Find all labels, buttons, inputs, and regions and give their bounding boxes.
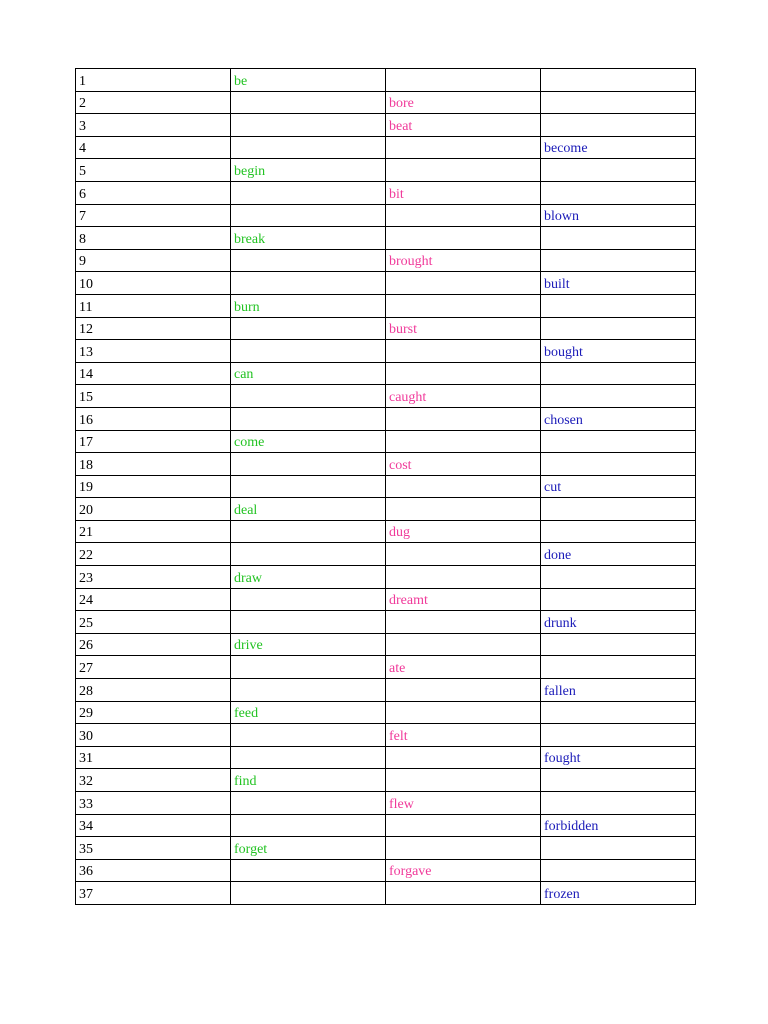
row-number: 8 — [79, 231, 86, 247]
base-form-cell — [231, 136, 386, 159]
row-number: 32 — [79, 774, 93, 789]
table-row — [76, 701, 696, 724]
past-simple-cell — [386, 882, 541, 905]
row-number-cell — [76, 317, 231, 340]
past-simple-cell — [386, 430, 541, 453]
row-number: 36 — [79, 864, 93, 880]
base-form-cell — [231, 882, 386, 905]
row-number-cell — [76, 882, 231, 905]
row-number-cell — [76, 679, 231, 702]
base-form-cell — [231, 543, 386, 566]
past-participle: become — [544, 141, 588, 157]
table-row — [76, 69, 696, 92]
past-simple-cell — [386, 859, 541, 882]
table-row — [76, 317, 696, 340]
table-row — [76, 249, 696, 272]
past-participle-cell — [541, 453, 696, 476]
row-number-cell — [76, 769, 231, 792]
row-number-cell — [76, 633, 231, 656]
row-number: 28 — [79, 683, 93, 699]
table-body — [76, 69, 696, 905]
past-simple-cell — [386, 679, 541, 702]
past-simple: bit — [389, 186, 404, 202]
row-number-cell — [76, 611, 231, 634]
row-number-cell — [76, 272, 231, 295]
past-simple-cell — [386, 611, 541, 634]
base-form-cell — [231, 498, 386, 521]
past-simple: bore — [389, 96, 414, 112]
past-simple: cost — [389, 457, 412, 473]
table-row — [76, 837, 696, 860]
past-participle-cell — [541, 475, 696, 498]
past-participle-cell — [541, 611, 696, 634]
row-number-cell — [76, 430, 231, 453]
past-simple-cell — [386, 227, 541, 250]
row-number-cell — [76, 159, 231, 182]
row-number: 13 — [79, 344, 93, 360]
past-simple-cell — [386, 114, 541, 137]
past-participle-cell — [541, 792, 696, 815]
row-number-cell — [76, 385, 231, 408]
past-participle-cell — [541, 340, 696, 363]
base-form-cell — [231, 814, 386, 837]
row-number-cell — [76, 136, 231, 159]
row-number: 19 — [79, 480, 93, 496]
past-participle-cell — [541, 679, 696, 702]
row-number: 10 — [79, 276, 93, 292]
row-number: 35 — [79, 841, 93, 857]
row-number-cell — [76, 520, 231, 543]
past-participle-cell — [541, 746, 696, 769]
table-row — [76, 204, 696, 227]
past-simple-cell — [386, 792, 541, 815]
table-row — [76, 679, 696, 702]
base-form-cell — [231, 272, 386, 295]
base-form-cell — [231, 430, 386, 453]
past-simple-cell — [386, 746, 541, 769]
past-simple-cell — [386, 701, 541, 724]
past-simple: flew — [389, 796, 414, 812]
table-row — [76, 814, 696, 837]
past-participle-cell — [541, 430, 696, 453]
table-row — [76, 475, 696, 498]
past-simple: felt — [389, 728, 408, 744]
table-row — [76, 498, 696, 521]
past-simple: burst — [389, 322, 417, 338]
past-participle-cell — [541, 114, 696, 137]
row-number-cell — [76, 498, 231, 521]
past-participle-cell — [541, 814, 696, 837]
table-row — [76, 633, 696, 656]
past-simple: beat — [389, 118, 413, 134]
past-participle-cell — [541, 520, 696, 543]
row-number: 18 — [79, 457, 93, 473]
row-number: 29 — [79, 706, 93, 722]
base-form: draw — [234, 570, 262, 586]
table-row — [76, 746, 696, 769]
base-form-cell — [231, 159, 386, 182]
base-form: burn — [234, 299, 260, 315]
base-form: forget — [234, 841, 268, 857]
table-row — [76, 611, 696, 634]
past-participle-cell — [541, 701, 696, 724]
row-number: 20 — [79, 502, 93, 518]
row-number: 26 — [79, 638, 93, 654]
row-number-cell — [76, 588, 231, 611]
past-participle-cell — [541, 724, 696, 747]
past-participle: bought — [544, 344, 583, 360]
past-participle-cell — [541, 859, 696, 882]
past-simple: ate — [389, 661, 406, 677]
base-form: come — [234, 435, 265, 451]
row-number-cell — [76, 746, 231, 769]
base-form: feed — [234, 706, 259, 722]
base-form-cell — [231, 114, 386, 137]
base-form-cell — [231, 566, 386, 589]
past-simple-cell — [386, 204, 541, 227]
past-participle: blown — [544, 209, 579, 225]
past-simple-cell — [386, 520, 541, 543]
past-simple-cell — [386, 724, 541, 747]
past-participle: forbidden — [544, 819, 599, 835]
base-form-cell — [231, 91, 386, 114]
row-number: 24 — [79, 593, 93, 609]
base-form-cell — [231, 588, 386, 611]
table-row — [76, 294, 696, 317]
past-simple-cell — [386, 317, 541, 340]
table-row — [76, 136, 696, 159]
past-simple-cell — [386, 181, 541, 204]
past-simple: brought — [389, 254, 433, 270]
row-number-cell — [76, 362, 231, 385]
past-simple-cell — [386, 588, 541, 611]
past-participle-cell — [541, 159, 696, 182]
past-simple-cell — [386, 633, 541, 656]
base-form: drive — [234, 638, 263, 654]
row-number: 3 — [79, 118, 86, 134]
base-form: break — [234, 231, 266, 247]
base-form-cell — [231, 769, 386, 792]
past-participle-cell — [541, 882, 696, 905]
row-number-cell — [76, 724, 231, 747]
past-participle: cut — [544, 480, 562, 496]
row-number-cell — [76, 227, 231, 250]
past-simple-cell — [386, 385, 541, 408]
base-form-cell — [231, 746, 386, 769]
table-row — [76, 181, 696, 204]
past-simple-cell — [386, 769, 541, 792]
base-form: begin — [234, 163, 266, 179]
past-simple: forgave — [389, 864, 432, 880]
past-participle-cell — [541, 407, 696, 430]
base-form-cell — [231, 679, 386, 702]
table-row — [76, 430, 696, 453]
base-form-cell — [231, 656, 386, 679]
base-form-cell — [231, 792, 386, 815]
past-participle: done — [544, 548, 572, 564]
base-form-cell — [231, 317, 386, 340]
table-row — [76, 543, 696, 566]
past-participle-cell — [541, 181, 696, 204]
row-number-cell — [76, 543, 231, 566]
past-simple-cell — [386, 159, 541, 182]
row-number-cell — [76, 249, 231, 272]
base-form: find — [234, 774, 257, 789]
table-row — [76, 882, 696, 905]
past-participle: built — [544, 276, 570, 292]
past-simple-cell — [386, 498, 541, 521]
past-participle-cell — [541, 227, 696, 250]
past-participle-cell — [541, 769, 696, 792]
past-participle-cell — [541, 91, 696, 114]
row-number: 7 — [79, 209, 86, 225]
row-number-cell — [76, 656, 231, 679]
table-row — [76, 114, 696, 137]
row-number: 27 — [79, 661, 93, 677]
table-row — [76, 724, 696, 747]
row-number: 15 — [79, 389, 93, 405]
row-number: 5 — [79, 163, 86, 179]
table-row — [76, 340, 696, 363]
past-participle: drunk — [544, 615, 577, 631]
table-row — [76, 566, 696, 589]
past-simple-cell — [386, 249, 541, 272]
row-number-cell — [76, 859, 231, 882]
past-participle-cell — [541, 272, 696, 295]
table-row — [76, 272, 696, 295]
row-number: 14 — [79, 367, 93, 383]
base-form-cell — [231, 407, 386, 430]
row-number: 11 — [79, 299, 93, 315]
past-participle-cell — [541, 656, 696, 679]
past-simple: caught — [389, 389, 427, 405]
base-form-cell — [231, 181, 386, 204]
table-row — [76, 407, 696, 430]
table-row — [76, 520, 696, 543]
table-row — [76, 588, 696, 611]
past-simple-cell — [386, 91, 541, 114]
table-row — [76, 859, 696, 882]
base-form-cell — [231, 453, 386, 476]
table-row — [76, 453, 696, 476]
past-simple-cell — [386, 566, 541, 589]
past-simple-cell — [386, 294, 541, 317]
table-row — [76, 362, 696, 385]
row-number: 1 — [79, 73, 86, 89]
base-form-cell — [231, 249, 386, 272]
base-form-cell — [231, 475, 386, 498]
row-number-cell — [76, 701, 231, 724]
past-simple-cell — [386, 453, 541, 476]
past-simple-cell — [386, 814, 541, 837]
past-simple: dug — [389, 525, 410, 541]
row-number-cell — [76, 475, 231, 498]
row-number: 17 — [79, 435, 93, 451]
base-form-cell — [231, 204, 386, 227]
row-number: 22 — [79, 548, 93, 564]
table-row — [76, 769, 696, 792]
row-number-cell — [76, 837, 231, 860]
past-simple-cell — [386, 362, 541, 385]
row-number-cell — [76, 114, 231, 137]
row-number-cell — [76, 69, 231, 92]
row-number: 37 — [79, 886, 93, 902]
base-form: be — [234, 73, 248, 89]
base-form-cell — [231, 520, 386, 543]
past-simple-cell — [386, 407, 541, 430]
row-number-cell — [76, 91, 231, 114]
base-form-cell — [231, 633, 386, 656]
base-form-cell — [231, 701, 386, 724]
past-participle-cell — [541, 362, 696, 385]
past-simple-cell — [386, 136, 541, 159]
past-participle-cell — [541, 204, 696, 227]
row-number-cell — [76, 181, 231, 204]
row-number-cell — [76, 294, 231, 317]
base-form-cell — [231, 611, 386, 634]
past-participle-cell — [541, 385, 696, 408]
past-participle-cell — [541, 543, 696, 566]
row-number: 12 — [79, 322, 93, 338]
past-simple: dreamt — [389, 593, 428, 609]
row-number: 31 — [79, 751, 93, 767]
row-number-cell — [76, 407, 231, 430]
base-form-cell — [231, 837, 386, 860]
row-number: 23 — [79, 570, 93, 586]
row-number-cell — [76, 453, 231, 476]
table-row — [76, 792, 696, 815]
past-simple-cell — [386, 69, 541, 92]
row-number: 9 — [79, 254, 86, 270]
row-number: 25 — [79, 615, 93, 631]
base-form: deal — [234, 502, 258, 518]
base-form-cell — [231, 69, 386, 92]
base-form-cell — [231, 362, 386, 385]
past-participle-cell — [541, 69, 696, 92]
row-number-cell — [76, 204, 231, 227]
past-participle-cell — [541, 294, 696, 317]
past-participle-cell — [541, 249, 696, 272]
past-participle: chosen — [544, 412, 583, 428]
base-form-cell — [231, 294, 386, 317]
table-row — [76, 656, 696, 679]
base-form-cell — [231, 340, 386, 363]
table-row — [76, 227, 696, 250]
base-form-cell — [231, 227, 386, 250]
row-number-cell — [76, 340, 231, 363]
past-participle: fallen — [544, 683, 576, 699]
irregular-verbs-table — [75, 68, 696, 905]
past-simple-cell — [386, 543, 541, 566]
past-participle-cell — [541, 837, 696, 860]
table-row — [76, 91, 696, 114]
base-form: can — [234, 367, 254, 383]
past-simple-cell — [386, 475, 541, 498]
table-row — [76, 159, 696, 182]
row-number-cell — [76, 814, 231, 837]
table-row — [76, 385, 696, 408]
past-participle-cell — [541, 498, 696, 521]
past-participle: fought — [544, 751, 581, 767]
past-participle-cell — [541, 588, 696, 611]
base-form-cell — [231, 724, 386, 747]
base-form-cell — [231, 859, 386, 882]
row-number: 2 — [79, 96, 86, 112]
row-number: 16 — [79, 412, 93, 428]
past-participle-cell — [541, 633, 696, 656]
past-participle: frozen — [544, 886, 580, 902]
base-form-cell — [231, 385, 386, 408]
past-simple-cell — [386, 837, 541, 860]
row-number: 30 — [79, 728, 93, 744]
row-number: 21 — [79, 525, 93, 541]
row-number-cell — [76, 792, 231, 815]
past-participle-cell — [541, 136, 696, 159]
row-number: 6 — [79, 186, 86, 202]
past-participle-cell — [541, 566, 696, 589]
row-number-cell — [76, 566, 231, 589]
row-number: 34 — [79, 819, 93, 835]
row-number: 33 — [79, 796, 93, 812]
past-simple-cell — [386, 272, 541, 295]
past-simple-cell — [386, 340, 541, 363]
past-participle-cell — [541, 317, 696, 340]
row-number: 4 — [79, 141, 86, 157]
past-simple-cell — [386, 656, 541, 679]
